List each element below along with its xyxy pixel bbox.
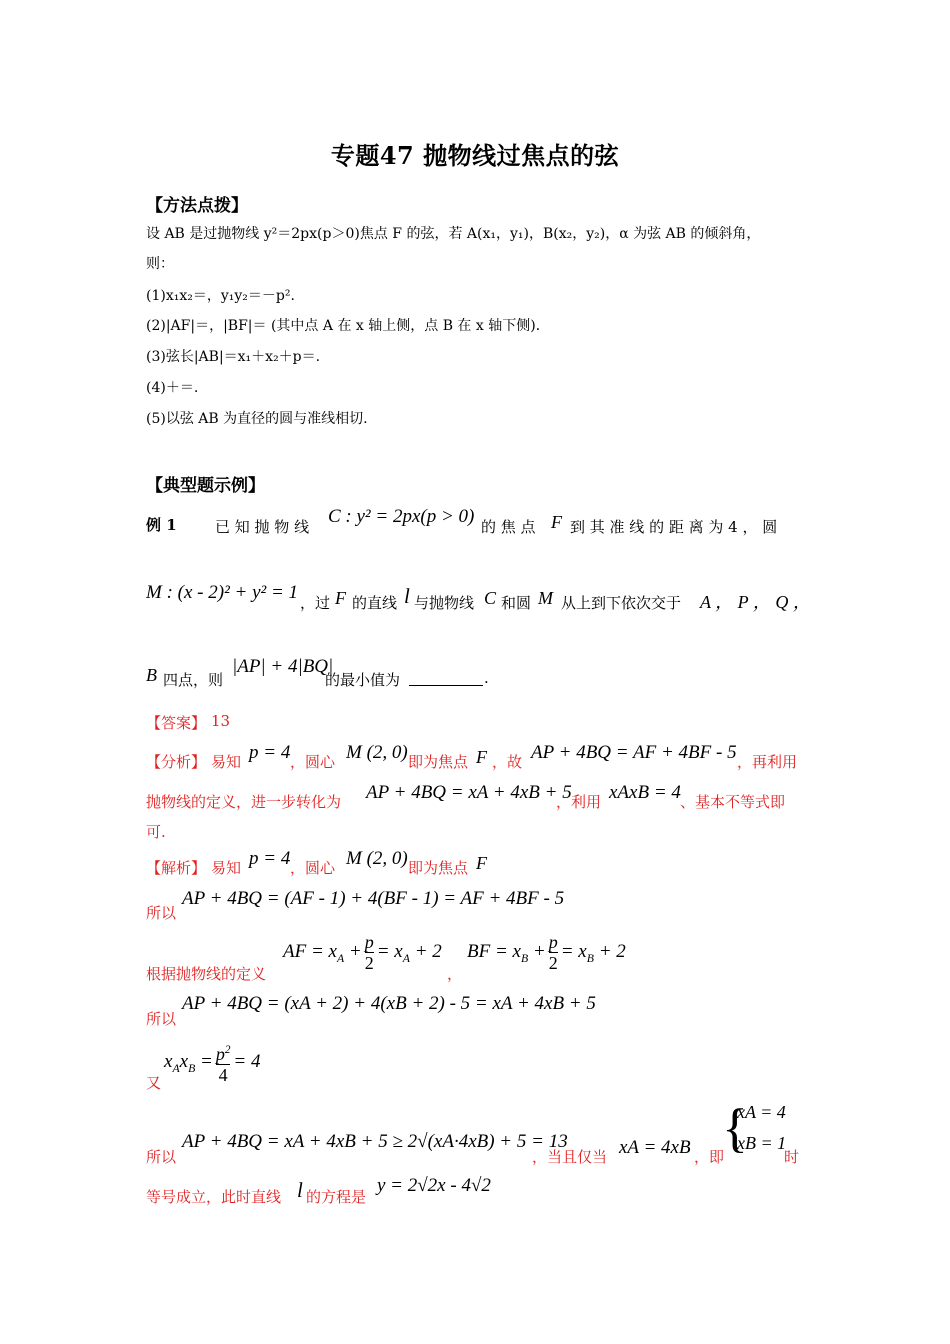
- analysis-t2: ，圆心: [290, 753, 336, 771]
- solution-also: 又: [146, 1074, 162, 1092]
- intersection-points: A ， P ， Q ，: [700, 592, 811, 612]
- method-heading: 【方法点拨】: [146, 196, 248, 216]
- method-item-4: (4)＋＝.: [146, 380, 199, 396]
- analysis-focus: F: [476, 747, 487, 767]
- analysis-t8: 、基本不等式即: [680, 793, 786, 811]
- solution-eq4: $x_Ax_B$ = $\frac{p^2}{4}$ = 4: [164, 1040, 260, 1085]
- method-item-1: (1)x₁x₂＝，y₁y₂＝－p².: [146, 288, 295, 304]
- analysis-circle-center: M (2, 0): [346, 742, 408, 763]
- example-line2-d: 和圆: [501, 594, 532, 612]
- example-line3-b: 的最小值为: [325, 671, 401, 689]
- analysis-t9: 可.: [146, 823, 166, 841]
- analysis-t7: ，利用: [556, 793, 602, 811]
- analysis-label: 【分析】: [146, 753, 207, 771]
- analysis-t4: ，故: [492, 753, 523, 771]
- method-intro-line1: 设 AB 是过抛物线 y²＝2px(p＞0)焦点 F 的弦，若 A(x₁，y₁)，B(x₂，y₂)，α 为弦 AB 的倾斜角，: [146, 226, 761, 242]
- point-B-symbol: B: [146, 665, 157, 685]
- solution-t1: 易知: [211, 859, 242, 877]
- analysis-eq3: xAxB = 4: [609, 782, 681, 803]
- answer-value: 13: [211, 712, 231, 730]
- solution-so3: 所以: [146, 1148, 177, 1166]
- method-item-3: (3)弦长|AB|＝x₁＋x₂＋p＝.: [146, 349, 321, 365]
- solution-eq5: AP + 4BQ = xA + 4xB + 5 ≥ 2√(xA·4xB) + 5 = 13: [182, 1131, 568, 1152]
- line-l-symbol: l: [404, 584, 410, 608]
- focus-symbol: F: [551, 512, 562, 532]
- solution-t4: ，当且仅当: [532, 1148, 608, 1166]
- solution-t5: ，即: [694, 1148, 725, 1166]
- solution-circle-center: M (2, 0): [346, 848, 408, 869]
- analysis-t6: 抛物线的定义，进一步转化为: [146, 793, 342, 811]
- solution-line-l: l: [297, 1178, 303, 1202]
- solution-t8: 的方程是: [306, 1188, 367, 1206]
- method-item-5: (5)以弦 AB 为直径的圆与准线相切.: [146, 411, 368, 427]
- analysis-t1: 易知: [211, 753, 242, 771]
- circle-equation: M : (x - 2)² + y² = 1: [146, 582, 299, 603]
- solution-eq6: xA = 4xB: [619, 1137, 691, 1158]
- analysis-t3: 即为焦点: [408, 753, 469, 771]
- solution-label: 【解析】: [146, 859, 207, 877]
- solution-eq2a: AF = $x_A$ + $\frac{p}{2}$ = $x_A + 2$: [283, 932, 442, 973]
- solution-focus: F: [476, 853, 487, 873]
- example-parabola-equation: C : y² = 2px(p > 0): [328, 506, 475, 527]
- example-line3-end: .: [484, 669, 489, 687]
- solution-t3: 即为焦点: [408, 859, 469, 877]
- solution-eq1: AP + 4BQ = (AF - 1) + 4(BF - 1) = AF + 4BF - 5: [182, 888, 565, 909]
- solution-case-2: xB = 1: [737, 1133, 787, 1153]
- solution-t7: 等号成立，此时直线: [146, 1188, 282, 1206]
- example-label: 例 1: [146, 516, 177, 534]
- answer-blank: [409, 673, 483, 686]
- circle-M-symbol: M: [538, 588, 553, 608]
- curve-C-symbol: C: [484, 588, 497, 608]
- example-line2-c: 与抛物线: [414, 594, 475, 612]
- analysis-eq2: AP + 4BQ = xA + 4xB + 5: [366, 782, 572, 803]
- solution-definition: 根据抛物线的定义: [146, 965, 267, 983]
- solution-t2: ，圆心: [290, 859, 336, 877]
- method-intro-line2: 则：: [146, 256, 174, 272]
- target-expression: |AP| + 4|BQ|: [232, 656, 334, 677]
- answer-label: 【答案】: [146, 714, 207, 732]
- solution-comma: ，: [447, 965, 463, 983]
- example-line1-a: 已 知 抛 物 线: [215, 518, 310, 536]
- analysis-p-value: p = 4: [249, 742, 291, 763]
- example-line1-b: 的 焦 点: [481, 518, 536, 536]
- focus-symbol-2: F: [335, 588, 346, 608]
- example-line2-e: 从上到下依次交于: [561, 594, 682, 612]
- example-line3-a: 四点，则: [163, 671, 224, 689]
- page-title: 专题47 抛物线过焦点的弦: [330, 141, 620, 170]
- solution-eq2b: BF = $x_B$ + $\frac{p}{2}$ = $x_B + 2$: [467, 932, 626, 973]
- solution-eq3: AP + 4BQ = (xA + 2) + 4(xB + 2) - 5 = xA + 4xB + 5: [182, 993, 596, 1014]
- solution-case-1: xA = 4: [737, 1102, 786, 1122]
- example-line2-b: 的直线: [352, 594, 398, 612]
- example-heading: 【典型题示例】: [146, 476, 265, 496]
- analysis-eq1: AP + 4BQ = AF + 4BF - 5: [531, 742, 737, 763]
- solution-eq7: y = 2√2x - 4√2: [377, 1175, 491, 1196]
- method-item-2: (2)|AF|＝，|BF|＝ (其中点 A 在 x 轴上侧，点 B 在 x 轴下侧)．: [146, 318, 550, 334]
- solution-t6: 时: [784, 1148, 800, 1166]
- solution-so1: 所以: [146, 904, 177, 922]
- analysis-t5: ，再利用: [737, 753, 798, 771]
- case-brace: {: [722, 1098, 748, 1158]
- example-line2-a: ，过: [300, 594, 331, 612]
- example-line1-c: 到 其 准 线 的 距 离 为 4 ， 圆: [570, 518, 778, 536]
- solution-p-value: p = 4: [249, 848, 291, 869]
- solution-so2: 所以: [146, 1010, 177, 1028]
